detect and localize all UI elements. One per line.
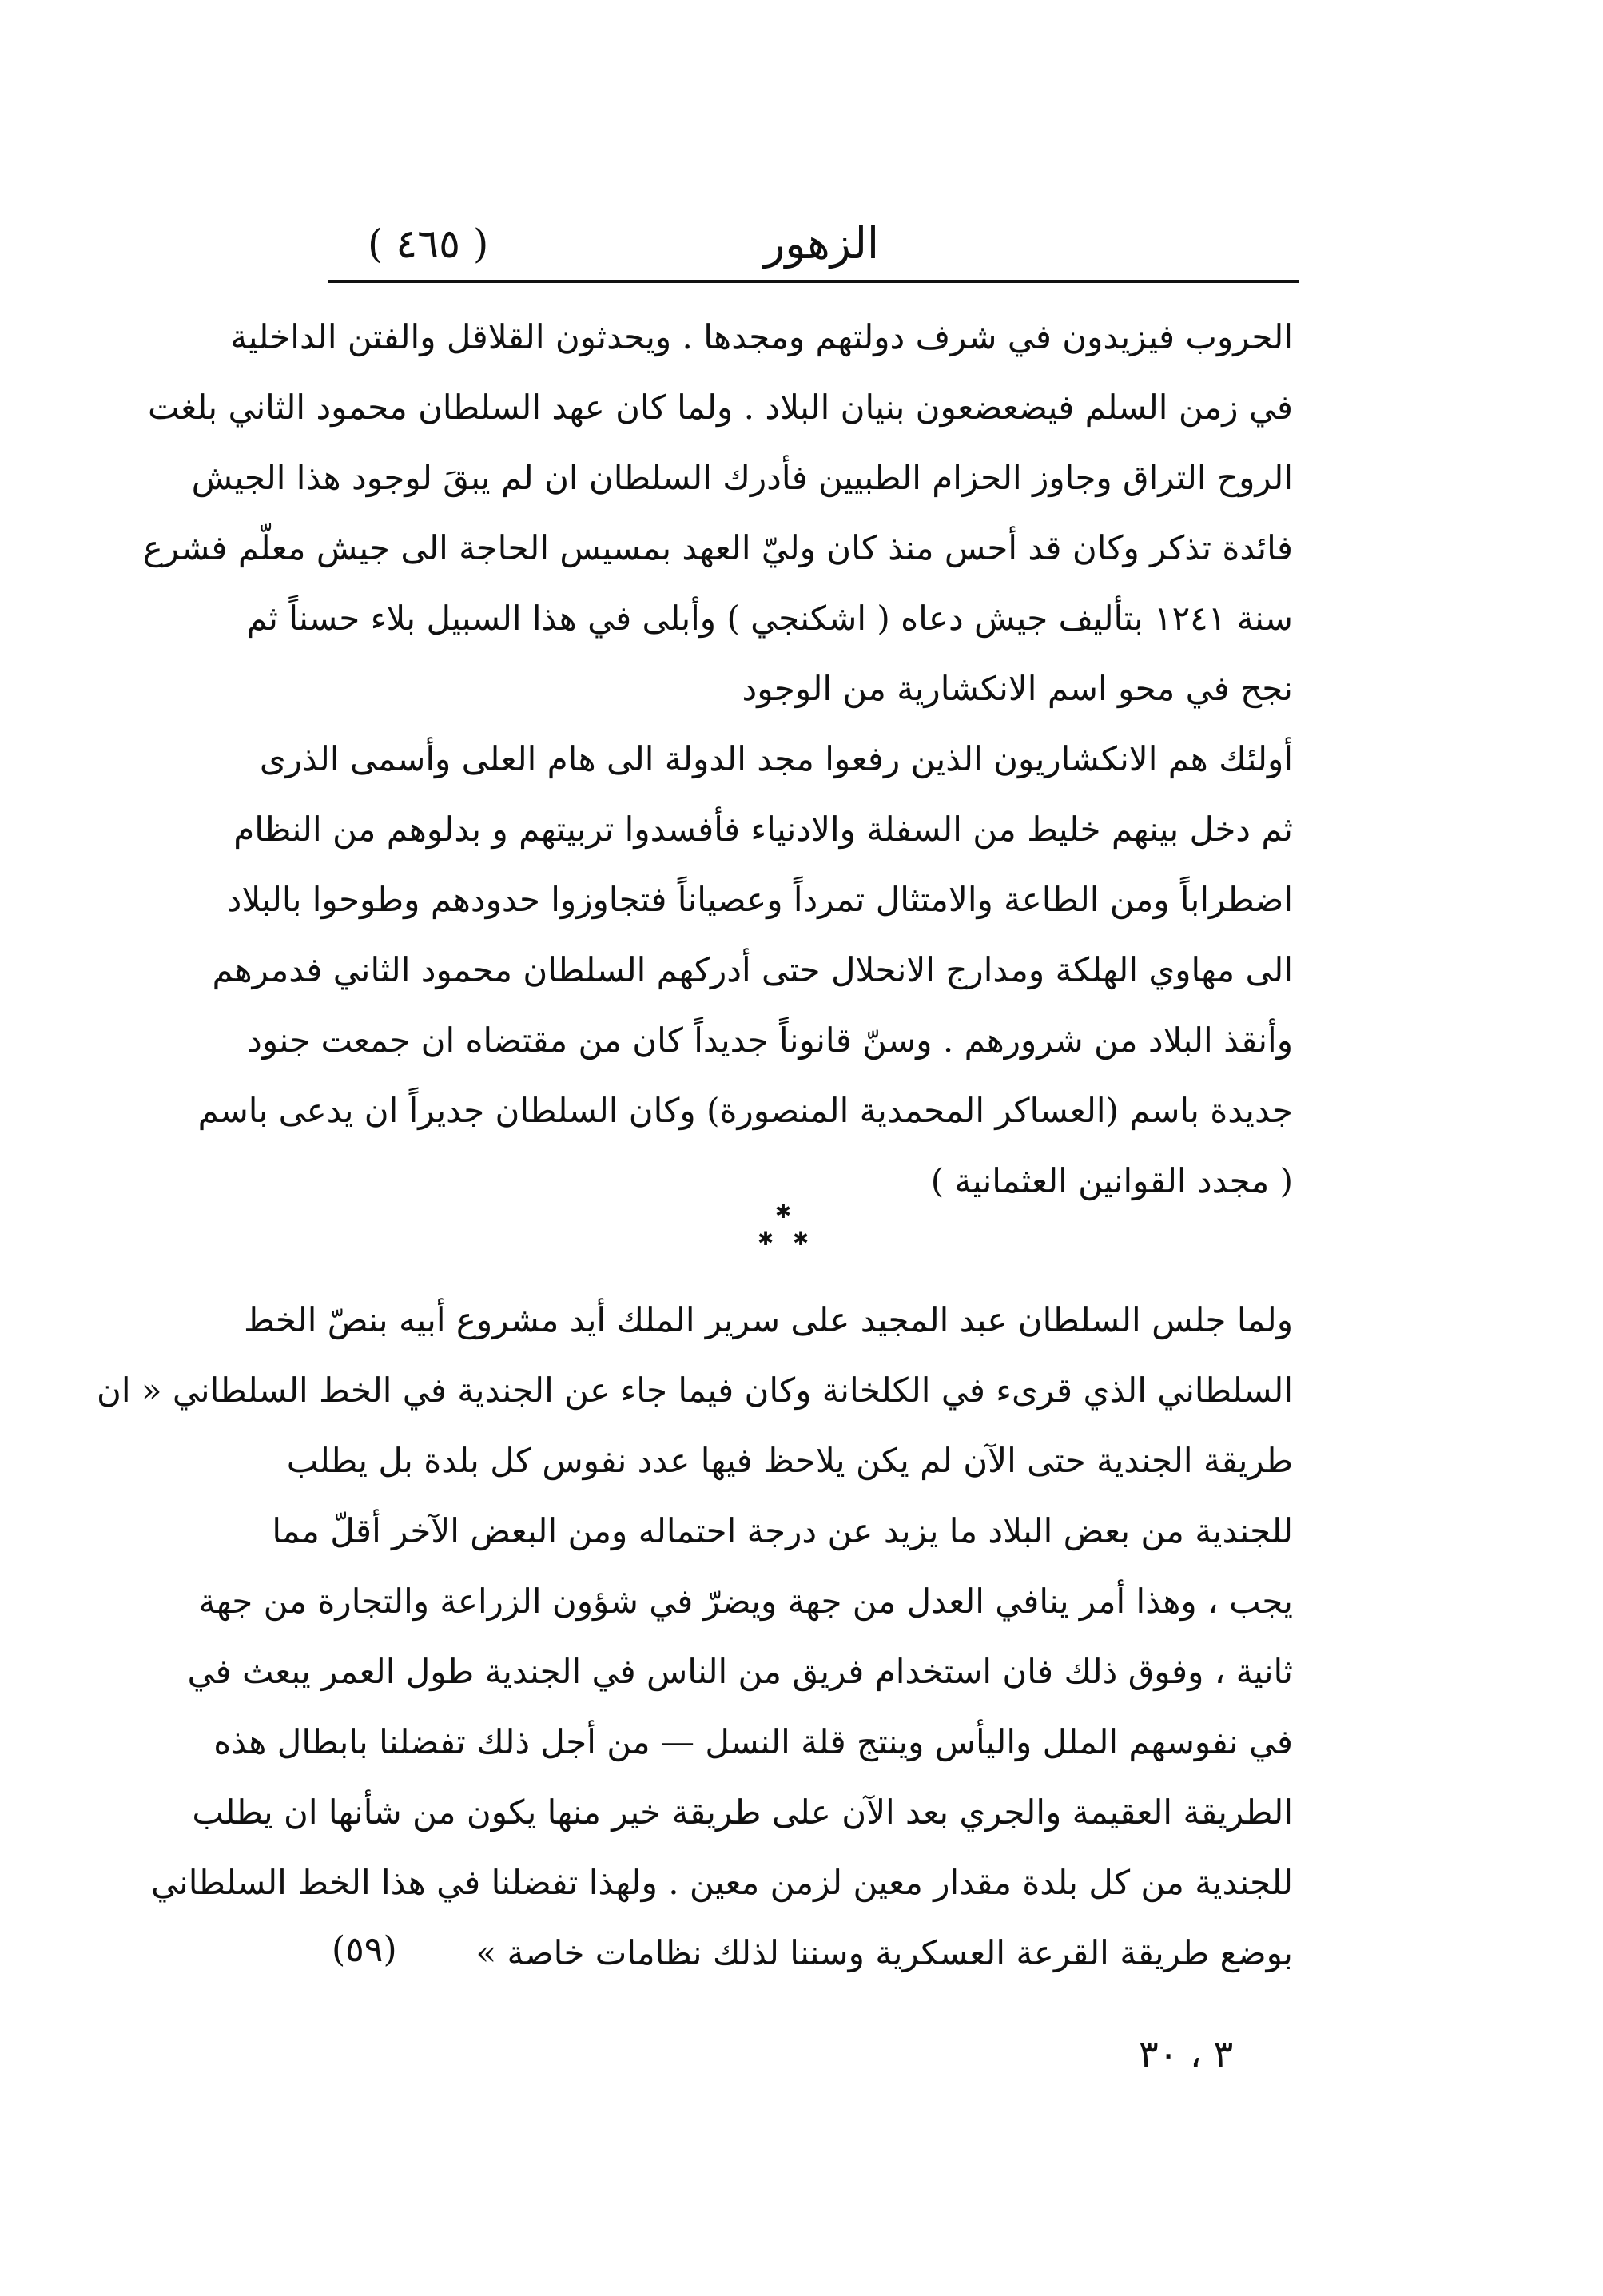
paragraph-1: [142, 302, 1293, 724]
text-line: في زمن السلم فيضعضعون بنيان البلاد . ولما كان عهد السلطان محمود الثاني بلغت: [148, 388, 1293, 427]
text-line: جديدة باسم (العساكر المحمدية المنصورة) وكان السلطان جديراً ان يدعى باسم: [197, 1091, 1293, 1130]
paragraph-2: [197, 724, 1293, 1216]
signature-number: (٥٩): [332, 1929, 397, 1970]
page-number: ( ٤٦٥ ): [368, 221, 489, 267]
text-line: طريقة الجندية حتى الآن لم يكن يلاحظ فيها عدد نفوس كل بلدة بل يطلب: [286, 1441, 1293, 1480]
paragraph-3: [96, 1285, 1293, 1988]
text-line: نجح في محو اسم الانكشارية من الوجود: [742, 669, 1293, 708]
body-text-upper: [142, 302, 1293, 1216]
section-divider-stars: [743, 1199, 823, 1255]
text-line: ثانية ، وفوق ذلك فان استخدام فريق من الناس في الجندية طول العمر يبعث في: [187, 1652, 1293, 1691]
star-icon: ✱: [758, 1228, 774, 1250]
header-rule: [328, 280, 1299, 283]
text-line: بوضع طريقة القرعة العسكرية وسننا لذلك نظامات خاصة »: [475, 1933, 1293, 1972]
text-line: في نفوسهم الملل واليأس وينتج قلة النسل — من أجل ذلك تفضلنا بابطال هذه: [213, 1722, 1293, 1761]
text-line: أولئك هم الانكشاريون الذين رفعوا مجد الدولة الى هام العلى وأسمى الذرى: [259, 739, 1293, 778]
text-line: سنة ١٢٤١ بتأليف جيش دعاه ( اشكنجي ) وأبلى في هذا السبيل بلاء حسناً ثم: [246, 599, 1293, 638]
footer-code: ٣ ، ٣٠: [1139, 2032, 1234, 2075]
text-line: ثم دخل بينهم خليط من السفلة والادنياء فأفسدوا تربيتهم و بدلوهم من النظام: [233, 810, 1293, 849]
text-line: ولما جلس السلطان عبد المجيد على سرير الملك أيد مشروع أبيه بنصّ الخط: [243, 1300, 1293, 1339]
body-text-lower: [96, 1285, 1293, 1988]
text-line: الطريقة العقيمة والجري بعد الآن على طريقة خير منها يكون من شأنها ان يطلب: [192, 1793, 1293, 1832]
star-icon: ✱: [775, 1200, 792, 1223]
text-line: الحروب فيزيدون في شرف دولتهم ومجدها . ويحدثون القلاقل والفتن الداخلية: [230, 317, 1293, 356]
star-icon: ✱: [793, 1228, 809, 1250]
text-line: للجندية من بعض البلاد ما يزيد عن درجة احتماله ومن البعض الآخر أقلّ مما: [272, 1511, 1293, 1550]
text-line: يجب ، وهذا أمر ينافي العدل من جهة ويضرّ في شؤون الزراعة والتجارة من جهة: [198, 1582, 1293, 1621]
text-line: فائدة تذكر وكان قد أحس منذ كان وليّ العهد بمسيس الحاجة الى جيش معلّم فشرع: [142, 528, 1293, 567]
text-line: السلطاني الذي قرىء في الكلخانة وكان فيما جاء عن الجندية في الخط السلطاني « ان: [96, 1371, 1293, 1410]
text-line: للجندية من كل بلدة مقدار معين لزمن معين . ولهذا تفضلنا في هذا الخط السلطاني: [151, 1863, 1293, 1902]
running-header: [328, 212, 1295, 276]
text-line: الروح التراق وجاوز الحزام الطبيين فأدرك السلطان ان لم يبقَ لوجود هذا الجيش: [191, 458, 1293, 497]
text-line: ( مجدد القوانين العثمانية ): [930, 1161, 1293, 1200]
header-title: الزهور: [764, 218, 879, 269]
text-line: وأنقذ البلاد من شرورهم . وسنّ قانوناً جديداً كان من مقتضاه ان جمعت جنود: [247, 1021, 1293, 1060]
text-line: اضطراباً ومن الطاعة والامتثال تمرداً وعصياناً فتجاوزوا حدودهم وطوحوا بالبلاد: [226, 880, 1293, 919]
text-line: الى مهاوي الهلكة ومدارج الانحلال حتى أدركهم السلطان محمود الثاني فدمرهم: [212, 950, 1293, 989]
